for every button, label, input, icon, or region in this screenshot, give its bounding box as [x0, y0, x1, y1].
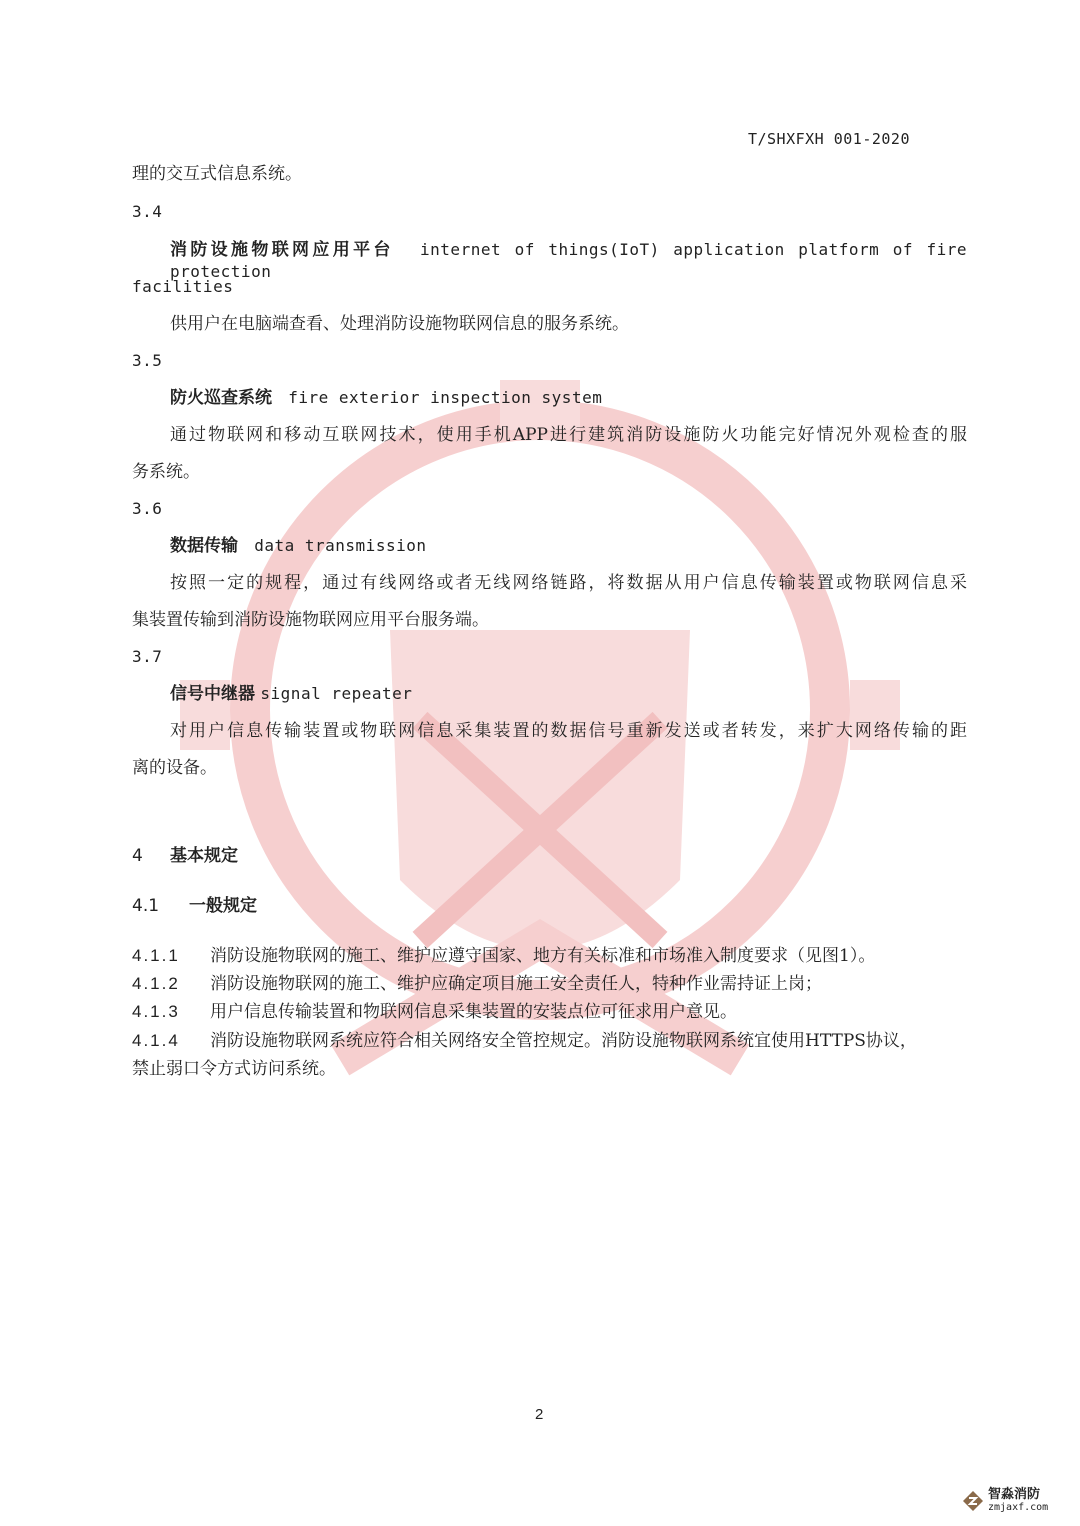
page-number: 2	[535, 1406, 544, 1423]
term-title	[170, 535, 426, 557]
clause-number: 4.1.1	[132, 946, 180, 965]
logo-name: 智淼消防	[988, 1487, 1041, 1502]
clause-number: 4.1.3	[132, 1002, 180, 1021]
section-number: 3.6	[132, 499, 163, 518]
definition-continued: 集装置传输到消防设施物联网应用平台服务端。	[132, 610, 489, 630]
chapter-title: 基本规定	[170, 846, 238, 866]
logo-url: zmjaxf.com	[988, 1502, 1049, 1513]
clause-continued: 禁止弱口令方式访问系统。	[132, 1059, 336, 1079]
term-en: signal repeater	[260, 684, 413, 703]
clause-number: 4.1.4	[132, 1031, 180, 1050]
definition: 对用户信息传输装置或物联网信息采集装置的数据信号重新发送或者转发，来扩大网络传输的距	[170, 721, 967, 741]
term-cn: 数据传输	[170, 536, 238, 556]
definition-continued: 务系统。	[132, 462, 200, 482]
term-title	[170, 239, 967, 283]
section-number: 3.5	[132, 351, 163, 370]
definition-continued: 离的设备。	[132, 758, 217, 778]
definition: 供用户在电脑端查看、处理消防设施物联网信息的服务系统。	[170, 314, 629, 334]
clause-number: 4.1.2	[132, 974, 180, 993]
chapter-number: 4	[132, 846, 143, 866]
term-cn: 信号中继器	[170, 684, 255, 704]
term-cn: 防火巡查系统	[170, 388, 272, 408]
definition: 通过物联网和移动互联网技术，使用手机APP进行建筑消防设施防火功能完好情况外观检查的服	[170, 425, 967, 445]
section-number: 3.7	[132, 647, 163, 666]
term-en: fire exterior inspection system	[288, 388, 603, 407]
term-en-continued: facilities	[132, 277, 234, 296]
definition: 按照一定的规程，通过有线网络或者无线网络链路，将数据从用户信息传输装置或物联网信息采	[170, 573, 967, 593]
document-code: T/SHXFXH 001-2020	[747, 130, 910, 148]
clause-text: 消防设施物联网系统应符合相关网络安全管控规定。消防设施物联网系统宜使用HTTPS协议，	[210, 1031, 917, 1051]
section-title: 一般规定	[189, 896, 257, 916]
clause	[132, 945, 875, 967]
section-number: 3.4	[132, 202, 163, 221]
text-line: 理的交互式信息系统。	[132, 164, 302, 184]
chapter-heading	[132, 845, 238, 867]
section-number: 4.1	[132, 896, 160, 916]
term-cn: 消防设施物联网应用平台	[170, 240, 394, 260]
term-en: internet of things(IoT) application platform of fire protection	[170, 240, 967, 281]
clause	[132, 973, 822, 995]
clause-text: 用户信息传输装置和物联网信息采集装置的安装点位可征求用户意见。	[210, 1002, 737, 1022]
section-heading	[132, 895, 257, 917]
clause-text: 消防设施物联网的施工、维护应遵守国家、地方有关标准和市场准入制度要求（见图1）。	[210, 946, 876, 966]
term-en: data transmission	[254, 536, 427, 555]
site-logo	[962, 1488, 1048, 1514]
term-title	[170, 387, 602, 409]
term-title	[170, 683, 412, 705]
clause-text: 消防设施物联网的施工、维护应确定项目施工安全责任人，特种作业需持证上岗；	[210, 974, 822, 994]
clause	[132, 1001, 737, 1023]
logo-icon	[962, 1490, 984, 1512]
clause	[132, 1030, 917, 1052]
